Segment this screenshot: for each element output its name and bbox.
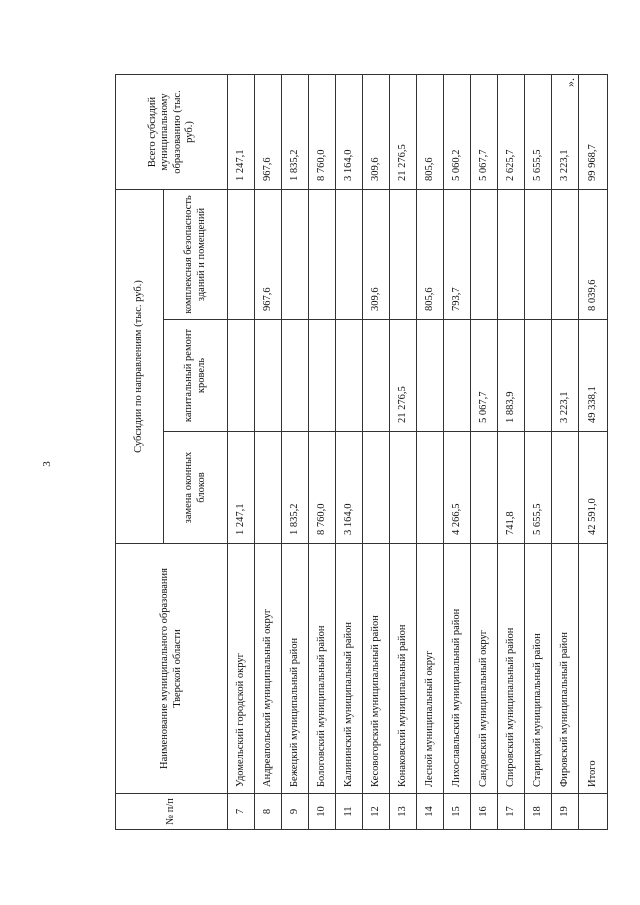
header-number: № п/п xyxy=(116,794,228,830)
municipality-name: Лесной муниципальный округ xyxy=(417,544,444,794)
building-safety-value: 793,7 xyxy=(444,190,471,320)
row-number: 17 xyxy=(498,794,525,830)
table-row xyxy=(336,75,363,830)
window-replacement-value: 741,8 xyxy=(498,432,525,544)
table-row xyxy=(417,75,444,830)
window-replacement-value: 5 655,5 xyxy=(525,432,552,544)
header-building-safety: комплексная безопасность зданий и помещений xyxy=(164,190,228,320)
municipality-name: Конаковский муниципальный район xyxy=(390,544,417,794)
row-number: 16 xyxy=(471,794,498,830)
total-value: 3 223,1 xyxy=(552,75,579,190)
table-row xyxy=(363,75,390,830)
building-safety-value xyxy=(228,190,255,320)
window-replacement-value: 4 266,5 xyxy=(444,432,471,544)
municipality-name: Бологовский муниципальный район xyxy=(309,544,336,794)
municipality-name: Лихославльский муниципальный район xyxy=(444,544,471,794)
table-body xyxy=(228,75,608,830)
total-value: 805,6 xyxy=(417,75,444,190)
header-subsidies-group: Субсидии по направлениям (тыс. руб.) xyxy=(116,190,164,544)
row-number: 11 xyxy=(336,794,363,830)
window-replacement-value xyxy=(255,432,282,544)
building-safety-value xyxy=(336,190,363,320)
row-number: 14 xyxy=(417,794,444,830)
table-row xyxy=(390,75,417,830)
total-building-safety: 8 039,6 xyxy=(579,190,608,320)
total-value: 967,6 xyxy=(255,75,282,190)
table-row xyxy=(444,75,471,830)
grand-total: 99 968,7 xyxy=(579,75,608,190)
building-safety-value xyxy=(390,190,417,320)
building-safety-value: 309,6 xyxy=(363,190,390,320)
total-roof-repair: 49 338,1 xyxy=(579,320,608,432)
window-replacement-value xyxy=(363,432,390,544)
row-number: 18 xyxy=(525,794,552,830)
building-safety-value xyxy=(498,190,525,320)
row-number: 10 xyxy=(309,794,336,830)
municipality-name: Бежецкий муниципальный район xyxy=(282,544,309,794)
table-row xyxy=(228,75,255,830)
total-value: 5 067,7 xyxy=(471,75,498,190)
municipality-name: Фировский муниципальный район xyxy=(552,544,579,794)
municipality-name: Андреапольский муниципальный округ xyxy=(255,544,282,794)
window-replacement-value: 1 835,2 xyxy=(282,432,309,544)
window-replacement-value: 1 247,1 xyxy=(228,432,255,544)
header-roof-repair: капитальный ремонт кровель xyxy=(164,320,228,432)
total-window-replacement: 42 591,0 xyxy=(579,432,608,544)
building-safety-value: 805,6 xyxy=(417,190,444,320)
municipality-name: Сандовский муниципальный округ xyxy=(471,544,498,794)
total-value: 1 247,1 xyxy=(228,75,255,190)
municipality-name: Старицкий муниципальный район xyxy=(525,544,552,794)
roof-repair-value xyxy=(363,320,390,432)
totals-label: Итого xyxy=(579,544,608,794)
roof-repair-value xyxy=(282,320,309,432)
total-value: 21 276,5 xyxy=(390,75,417,190)
closing-quote-mark: ». xyxy=(563,78,577,87)
window-replacement-value: 8 760,0 xyxy=(309,432,336,544)
header-total-subsidies: Всего субсидий муниципальному образованию (тыс. руб.) xyxy=(116,75,228,190)
roof-repair-value: 5 067,7 xyxy=(471,320,498,432)
building-safety-value xyxy=(309,190,336,320)
row-number: 13 xyxy=(390,794,417,830)
row-number: 15 xyxy=(444,794,471,830)
header-municipality: Наименование муниципального образования Тверской области xyxy=(116,544,228,794)
building-safety-value: 967,6 xyxy=(255,190,282,320)
municipality-name: Спировский муниципальный район xyxy=(498,544,525,794)
total-value: 3 164,0 xyxy=(336,75,363,190)
table-row xyxy=(471,75,498,830)
window-replacement-value: 3 164,0 xyxy=(336,432,363,544)
row-number: 9 xyxy=(282,794,309,830)
row-number: 19 xyxy=(552,794,579,830)
row-number: 8 xyxy=(255,794,282,830)
window-replacement-value xyxy=(552,432,579,544)
table-row xyxy=(525,75,552,830)
window-replacement-value xyxy=(417,432,444,544)
total-value: 5 655,5 xyxy=(525,75,552,190)
roof-repair-value: 21 276,5 xyxy=(390,320,417,432)
roof-repair-value: 1 883,9 xyxy=(498,320,525,432)
roof-repair-value xyxy=(309,320,336,432)
roof-repair-value xyxy=(525,320,552,432)
roof-repair-value xyxy=(444,320,471,432)
total-value: 8 760,0 xyxy=(309,75,336,190)
roof-repair-value xyxy=(417,320,444,432)
roof-repair-value xyxy=(228,320,255,432)
totals-number-cell xyxy=(579,794,608,830)
municipality-name: Удомельский городской округ xyxy=(228,544,255,794)
header-window-replacement: замена оконных блоков xyxy=(164,432,228,544)
table-row xyxy=(282,75,309,830)
total-value: 1 835,2 xyxy=(282,75,309,190)
totals-row xyxy=(579,75,608,830)
building-safety-value xyxy=(282,190,309,320)
subsidies-table-container xyxy=(115,75,598,830)
total-value: 309,6 xyxy=(363,75,390,190)
row-number: 12 xyxy=(363,794,390,830)
table-row xyxy=(309,75,336,830)
roof-repair-value xyxy=(255,320,282,432)
window-replacement-value xyxy=(390,432,417,544)
municipality-name: Калининский муниципальный район xyxy=(336,544,363,794)
page-number: 3 xyxy=(40,461,53,467)
subsidies-table xyxy=(115,74,608,830)
roof-repair-value xyxy=(336,320,363,432)
municipality-name: Кесовогорский муниципальный район xyxy=(363,544,390,794)
building-safety-value xyxy=(552,190,579,320)
table-row xyxy=(552,75,579,830)
window-replacement-value xyxy=(471,432,498,544)
building-safety-value xyxy=(471,190,498,320)
building-safety-value xyxy=(525,190,552,320)
roof-repair-value: 3 223,1 xyxy=(552,320,579,432)
total-value: 2 625,7 xyxy=(498,75,525,190)
table-row xyxy=(255,75,282,830)
table-row xyxy=(498,75,525,830)
row-number: 7 xyxy=(228,794,255,830)
total-value: 5 060,2 xyxy=(444,75,471,190)
